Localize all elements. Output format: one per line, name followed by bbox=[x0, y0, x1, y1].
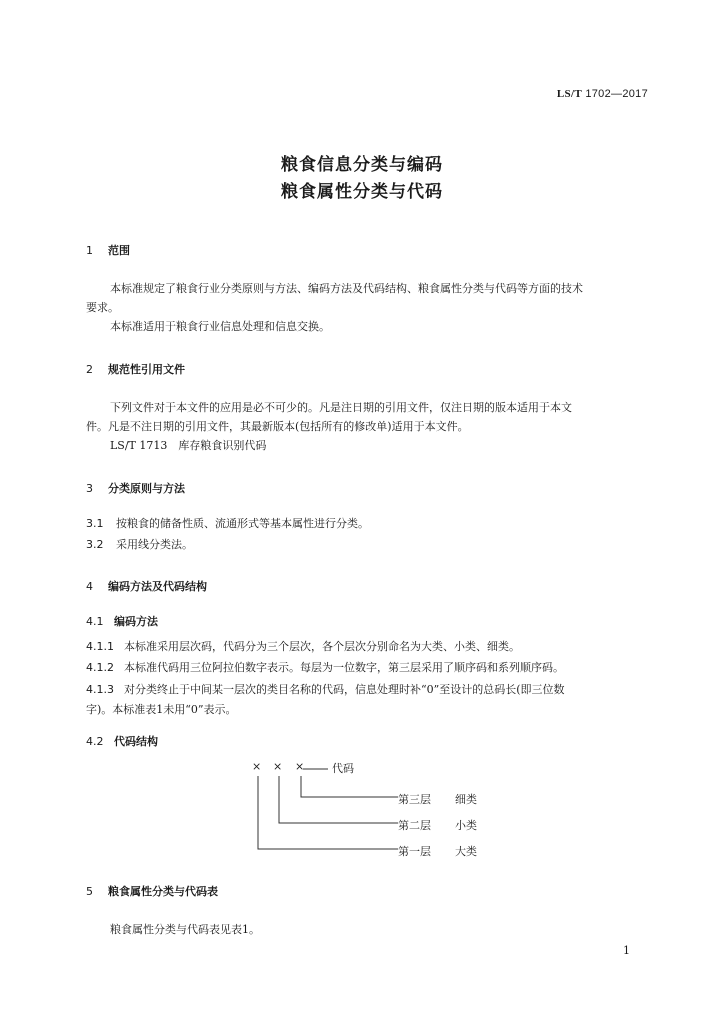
section-1-p1-line2: 要求。 bbox=[86, 301, 119, 314]
section-1-title: 范围 bbox=[108, 244, 130, 257]
section-4-2-number: 4.2 bbox=[86, 735, 104, 748]
section-5-title: 粮食属性分类与代码表 bbox=[108, 885, 218, 898]
section-3-number: 3 bbox=[86, 482, 93, 495]
section-1-number: 1 bbox=[86, 244, 93, 257]
page-number: 1 bbox=[623, 944, 630, 957]
layer2-connector bbox=[279, 776, 398, 823]
section-4-number: 4 bbox=[86, 580, 93, 593]
code-structure-diagram bbox=[250, 760, 500, 860]
section-1-p1-line1: 本标准规定了粮食行业分类原则与方法、编码方法及代码结构、粮食属性分类与代码等方面的技术 bbox=[110, 282, 583, 295]
section-2-number: 2 bbox=[86, 363, 93, 376]
document-title-line2: 粮食属性分类与代码 bbox=[281, 182, 443, 202]
clause-4-1-3-text-line1: 对分类终止于中间某一层次的类目名称的代码，信息处理时补“0”至设计的总码长(即三位数 bbox=[124, 683, 565, 696]
section-2-p1-line1: 下列文件对于本文件的应用是必不可少的。凡是注日期的引用文件，仅注日期的版本适用于本文 bbox=[110, 401, 572, 414]
standard-code bbox=[557, 88, 648, 100]
layer3-connector bbox=[301, 776, 398, 797]
document-title-line1: 粮食信息分类与编码 bbox=[281, 155, 443, 175]
code-digit-1: × bbox=[252, 760, 262, 773]
section-5-p1-text: 粮食属性分类与代码表见表1。 bbox=[110, 923, 260, 936]
layer2-label: 第二层 bbox=[398, 819, 431, 832]
section-5-paragraph bbox=[86, 920, 646, 939]
clause-3-2 bbox=[86, 536, 193, 554]
layer1-class: 大类 bbox=[455, 845, 477, 858]
clause-4-1-1 bbox=[86, 638, 520, 656]
section-4-1-heading bbox=[86, 613, 158, 629]
code-digit-3: × bbox=[295, 760, 305, 773]
clause-4-1-1-text: 本标准采用层次码，代码分为三个层次，各个层次分别命名为大类、小类、细类。 bbox=[124, 640, 520, 653]
code-digit-2: × bbox=[273, 760, 283, 773]
standard-number: 1702—2017 bbox=[585, 88, 648, 100]
section-1-paragraph-2 bbox=[86, 317, 646, 336]
section-2-p1-line2: 件。凡是不注日期的引用文件，其最新版本(包括所有的修改单)适用于本文件。 bbox=[86, 420, 469, 433]
section-4-2-title: 代码结构 bbox=[114, 735, 158, 748]
reference-text: LS/T 1713 库存粮食识别代码 bbox=[110, 439, 267, 452]
clause-4-1-2-text: 本标准代码用三位阿拉伯数字表示。每层为一位数字，第三层采用了顺序码和系列顺序码。 bbox=[124, 661, 564, 674]
section-2-paragraph-1 bbox=[86, 398, 646, 436]
normative-reference bbox=[86, 436, 646, 455]
standard-prefix: LS/T bbox=[556, 88, 582, 100]
clause-3-1 bbox=[86, 515, 369, 533]
section-3-heading bbox=[86, 480, 185, 496]
clause-4-1-3-number: 4.1.3 bbox=[86, 683, 114, 696]
section-1-heading bbox=[86, 242, 130, 258]
clause-4-1-2-number: 4.1.2 bbox=[86, 661, 114, 674]
clause-4-1-2 bbox=[86, 659, 564, 677]
section-5-heading bbox=[86, 883, 218, 899]
clause-3-1-text: 按粮食的储备性质、流通形式等基本属性进行分类。 bbox=[116, 517, 369, 530]
section-4-1-number: 4.1 bbox=[86, 615, 104, 628]
section-1-paragraph-1 bbox=[86, 279, 646, 317]
section-2-heading bbox=[86, 361, 185, 377]
section-4-heading bbox=[86, 578, 207, 594]
code-label: 代码 bbox=[332, 762, 354, 775]
section-5-number: 5 bbox=[86, 885, 93, 898]
clause-3-1-number: 3.1 bbox=[86, 517, 104, 530]
section-4-1-title: 编码方法 bbox=[114, 615, 158, 628]
clause-4-1-1-number: 4.1.1 bbox=[86, 640, 114, 653]
section-2-title: 规范性引用文件 bbox=[108, 363, 185, 376]
section-1-p2-text: 本标准适用于粮食行业信息处理和信息交换。 bbox=[110, 320, 330, 333]
layer1-label: 第一层 bbox=[398, 845, 431, 858]
section-4-2-heading bbox=[86, 733, 158, 749]
section-3-title: 分类原则与方法 bbox=[108, 482, 185, 495]
clause-4-1-3-continued: 字)。本标准表1未用“0”表示。 bbox=[86, 703, 237, 716]
layer3-class: 细类 bbox=[455, 793, 477, 806]
clause-3-2-text: 采用线分类法。 bbox=[116, 538, 193, 551]
clause-3-2-number: 3.2 bbox=[86, 538, 104, 551]
clause-4-1-3 bbox=[86, 681, 565, 699]
layer3-label: 第三层 bbox=[398, 793, 431, 806]
section-4-title: 编码方法及代码结构 bbox=[108, 580, 207, 593]
layer2-class: 小类 bbox=[455, 819, 477, 832]
